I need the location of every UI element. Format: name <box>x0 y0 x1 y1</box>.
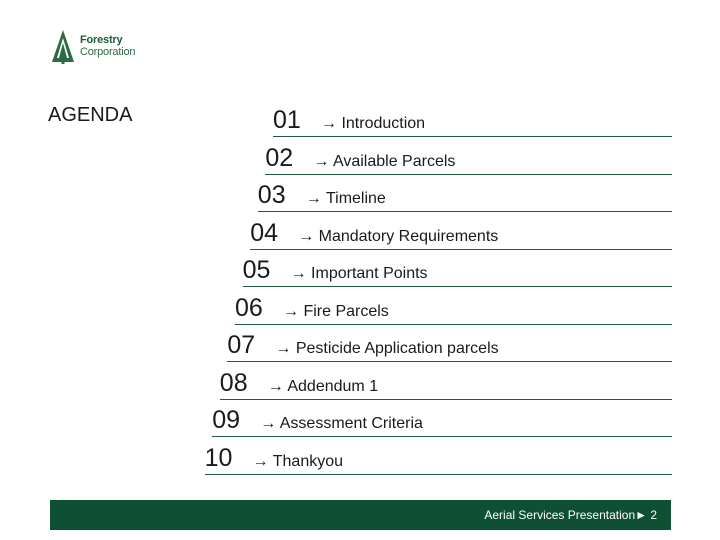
agenda-item <box>258 178 672 212</box>
agenda-item-rule <box>265 174 672 175</box>
agenda-item-rule <box>205 474 672 475</box>
agenda-item-rule <box>243 286 672 287</box>
agenda-item-number: 06 <box>235 293 263 322</box>
agenda-item <box>205 441 672 475</box>
agenda-item <box>220 366 672 400</box>
agenda-item-number: 07 <box>227 331 256 359</box>
agenda-item-rule <box>273 136 672 137</box>
agenda-item-rule <box>250 249 672 250</box>
agenda-item-label: → Assessment Criteria <box>260 415 423 432</box>
agenda-item <box>235 291 672 325</box>
agenda-item-number: 02 <box>265 143 294 172</box>
agenda-item <box>265 141 672 175</box>
agenda-item-number: 09 <box>212 406 240 434</box>
agenda-item-rule <box>258 211 672 212</box>
agenda-item-number: 10 <box>204 443 233 472</box>
agenda-item-number: 08 <box>219 368 248 397</box>
agenda-item-label: → Important Points <box>290 265 428 282</box>
agenda-item-label: → Fire Parcels <box>283 302 389 320</box>
logo-wordmark <box>80 34 135 58</box>
agenda-item-number: 01 <box>273 106 301 134</box>
agenda-item <box>250 216 672 250</box>
agenda-item-rule <box>220 399 672 400</box>
agenda-heading: AGENDA <box>48 104 133 126</box>
agenda-item-label: → Mandatory Requirements <box>298 227 499 245</box>
agenda-item-label: → Available Parcels <box>313 152 456 170</box>
footer-bar <box>50 500 671 530</box>
footer-text: Aerial Services Presentation► 2 <box>484 508 657 522</box>
agenda-item-rule <box>235 324 672 325</box>
logo-line-1: Forestry <box>80 34 123 46</box>
agenda-item-label: → Introduction <box>321 115 426 132</box>
agenda-item-rule <box>227 361 672 362</box>
agenda-item-rule <box>212 436 672 437</box>
logo <box>50 28 150 70</box>
logo-line-2: Corporation <box>80 46 136 58</box>
agenda-item <box>212 403 672 437</box>
agenda-item <box>227 328 672 362</box>
forestry-logo-icon <box>50 28 76 66</box>
agenda-item <box>243 253 672 287</box>
agenda-item-label: → Addendum 1 <box>267 377 379 395</box>
agenda-item-label: → Thankyou <box>252 452 344 470</box>
agenda-item-label: → Pesticide Application parcels <box>275 340 499 357</box>
agenda-item <box>273 103 672 137</box>
agenda-item-label: → Timeline <box>305 190 386 207</box>
agenda-item-number: 05 <box>242 256 271 284</box>
agenda-item-number: 03 <box>257 181 286 209</box>
agenda-item-number: 04 <box>250 218 278 247</box>
